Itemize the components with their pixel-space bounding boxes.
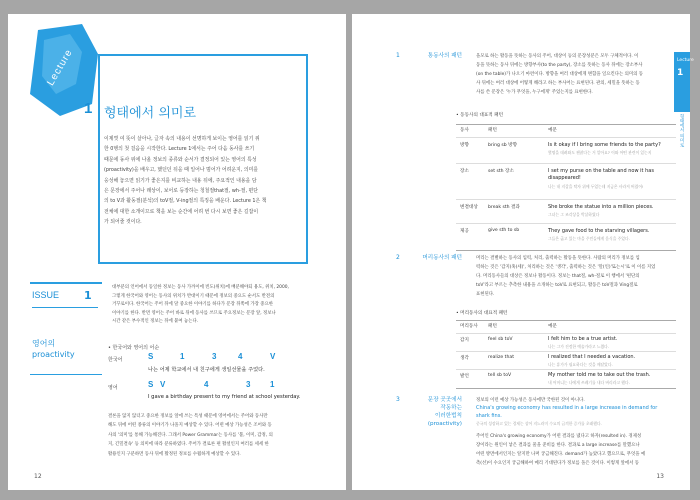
section-3-title bbox=[392, 396, 462, 428]
sv-letter: 4 bbox=[238, 352, 243, 361]
sv-letter: S bbox=[148, 352, 154, 361]
issue-title bbox=[32, 338, 75, 360]
side-running-title: 형태에서 의미로 bbox=[679, 114, 684, 147]
sec1-line: 을모로 하는 활동을 뜻하는 동사의 주어, 대상이 등의 문장성분은 모두 구체적이다. 이 bbox=[476, 54, 639, 59]
table-cell-example: I set my purse on the table and now it has disappeared! bbox=[548, 168, 654, 181]
sec2-line: toV'라고 부르는 추측한 내용을 소개하는 toV로 표현되고, 활동은 toV절과 Ving절로 bbox=[476, 283, 638, 288]
sv-letter: 3 bbox=[212, 352, 217, 361]
example-caption: • 한국어와 영어의 어순 bbox=[108, 345, 160, 351]
sv-letter: 1 bbox=[180, 352, 185, 361]
closing-line: 지, 긴밀결속' 등 의미에 따라 분류하였다. 주어가 결로론 편 활설인지 여러를 세세 한 bbox=[108, 442, 269, 448]
table-header: 패턴 bbox=[488, 324, 497, 329]
section-1-paragraph bbox=[476, 52, 676, 97]
table-cell: 제공 bbox=[460, 229, 469, 234]
intro-line: 때문에 동사 위에 나올 정보의 종류와 순서가 결정되어 있는 영어의 특성 bbox=[104, 156, 257, 163]
right-page bbox=[352, 14, 694, 490]
table-cell: 생각 bbox=[460, 356, 469, 361]
table-row bbox=[456, 369, 676, 389]
table-cell-translation: 나는 휴가가 필요하다는 것을 깨달았다. bbox=[548, 362, 613, 367]
sec2-line: 력하는 것은 '감지(혹(세)', 처리하는 것은 '생각', 출력하는 것은 '말(인)'또는시'로 이 이름 지었 bbox=[476, 265, 656, 270]
page-number: 13 bbox=[656, 473, 664, 480]
closing-line: 해도 뒤에 어떤 종류의 이야기가 나올지 예상할 수 있다. 어떤 예상 가능성은 조어와 동 bbox=[108, 423, 272, 429]
side-tab-number: 1 bbox=[677, 68, 684, 78]
table-cell-example: She broke the statue into a million pieces. bbox=[548, 204, 654, 210]
sec3-line: 어떤 방면에서인지는 알지만 나머 궁금해진다. demand가 높았다고 했으므로, 무엇을 예 bbox=[476, 452, 646, 457]
table-row bbox=[456, 163, 676, 200]
sec3-title-line: 문장 곳곳에서 bbox=[427, 397, 462, 403]
section-2-number: 2 bbox=[396, 254, 400, 261]
table-row bbox=[456, 223, 676, 251]
table-header: 예문 bbox=[548, 128, 557, 133]
section-2-title: 머리동사의 패턴 bbox=[422, 255, 462, 261]
table-cell: set sth 장소 bbox=[488, 169, 514, 174]
lecture-label: Lecture bbox=[45, 47, 76, 88]
table-cell-translation: 그들은 굶고 있는 마을 주민들에게 음식을 주었다. bbox=[548, 236, 630, 241]
issue-divider bbox=[32, 307, 98, 308]
table-cell-translation: 나는 그가 진정한 예술가라고 느꼈다. bbox=[548, 344, 610, 349]
sec3-title-line: 작동하는 bbox=[440, 405, 462, 411]
closing-line: 결론을 않지 않더고 중요한 정보를 앞에 쓰는 특성 때문에 영어에서는 주어와 동사만 bbox=[108, 414, 268, 419]
issue-box bbox=[30, 282, 102, 375]
table-row bbox=[456, 333, 676, 352]
sec1-line: 사를 쓴 문장은 '누가 무엇을, 누구에게' 주었는지를 표현한다. bbox=[476, 90, 593, 95]
table-cell-translation: 내 어머니는 나에게 쓰레기를 내다 버리라고 했다. bbox=[548, 380, 630, 385]
sec3-line: 장이라는 원인이 낳은 결과를 물을 준비를 한다. 결과로 a large increase를 말했으나 bbox=[476, 443, 640, 448]
table-cell: feel sb toV bbox=[488, 337, 513, 342]
table-row bbox=[456, 199, 676, 224]
sv-letter: V bbox=[270, 352, 276, 361]
sec1-line: 동을 뜻하는 동사 뒤에는 방향부사(to the party), 장소를 뜻하는 동사 뒤에는 장소부사 bbox=[476, 63, 643, 68]
closing-line: 사의 '의미'를 통해 가능해진다. 그래서 Power Grammar는 동사를 '불, 이미, 감정, 의 bbox=[108, 432, 273, 438]
table-cell-translation: 몇명을 데려와도 괜찮다는 거 알아요? 이와 어떤 관련이 있는지 bbox=[548, 150, 652, 155]
sec3-line: 주어인 China's growing economy가 어떤 결과를 냈다고 하자(resulted in). 경제성 bbox=[476, 434, 642, 439]
sv-letter: 1 bbox=[270, 380, 275, 389]
intro-line: 전체에 대한 소개이므로 책을 보는 순간에 어려 번 다시 보면 좋은 길잡이 bbox=[104, 208, 259, 215]
table-cell: 발언 bbox=[460, 374, 469, 379]
section-2-paragraph bbox=[476, 254, 676, 299]
issue-label: ISSUE bbox=[32, 290, 60, 300]
sec1-line: (on the table)가 나오기 마련이다. 방향을 여러 대상에게 변함을 일으킨다는 의미의 동 bbox=[476, 72, 643, 77]
sv-letter: 4 bbox=[204, 380, 209, 389]
intro-line: 가 되어줄 것이다. bbox=[104, 219, 142, 226]
closing-paragraph bbox=[108, 412, 324, 459]
table-cell-example: Is it okay if I bring some friends to the party? bbox=[548, 142, 661, 148]
sv-letter: S bbox=[148, 380, 154, 389]
table-cell: 방향 bbox=[460, 143, 469, 148]
table-cell: 감지 bbox=[460, 338, 469, 343]
sec1-line: 사 뒤에는 여러 대상에 어떻게 해라고 하는 부사어는 표현된다. 관의, 세밀을 뜻하는 동 bbox=[476, 81, 640, 86]
intro-line: 한 0행의 첫 걸음을 시작한다. Lecture 1에서는 주어 다음 동사를 쓰기 bbox=[104, 146, 255, 153]
example-ko-label: 한국어 bbox=[108, 357, 123, 363]
table-cell: 장소 bbox=[460, 169, 469, 174]
table-cell-example: I realized that I needed a vacation. bbox=[548, 354, 636, 360]
sec3-line: 정보의 이런 예상 가능성은 동사에만 국한된 것이 아니다. bbox=[476, 398, 585, 403]
table-cell: realize that bbox=[488, 355, 515, 360]
page-number: 12 bbox=[34, 473, 42, 480]
intro-line: 응성해 놓으면 읽기가 좋은지를 비교하는 내용 뒤에, 주요적인 내용을 담 bbox=[104, 177, 257, 184]
table-row bbox=[456, 351, 676, 370]
table-cell: break sth 결과 bbox=[488, 205, 520, 210]
table-cell-translation: 그녀는 그 조각상을 박살하였다 bbox=[548, 212, 600, 217]
section-1-number: 1 bbox=[396, 52, 400, 59]
table-cell: give sth to sb bbox=[488, 228, 520, 233]
intro-paragraph bbox=[104, 134, 300, 228]
table-cell: tell sb toV bbox=[488, 373, 512, 378]
table-2-caption: • 머리동사의 대표적 패턴 bbox=[456, 311, 508, 316]
issue-line: 이야기를 한다. 반면 영어는 주어 바로 뒤에 동사를 쓰므로 주요정보는 문장 앞, 정보나 bbox=[112, 310, 276, 316]
sec3-title-line: (proactivity) bbox=[427, 421, 462, 427]
chapter-title: 형태에서 의미로 bbox=[104, 106, 197, 121]
sec2-line: 머리는 결별하는 동사의 입력, 처리, 출력하는 활동을 뜻한다. 사람의 머리가 정보를 입 bbox=[476, 256, 640, 261]
intro-line: 은 문장에서 주어나 래상이, 보어로 등장하는 청철절that절, wh-절, 편단 bbox=[104, 188, 259, 195]
table-1-caption: • 동동사의 대표적 패턴 bbox=[456, 113, 504, 118]
chapter-number: 1 bbox=[84, 100, 93, 117]
issue-title-line: 영어의 bbox=[32, 339, 56, 348]
intro-line: (proactivity)을 배우고, 했던던 뒤을 때 일어나 멈어가 어려운지, 의미를 bbox=[104, 167, 259, 174]
example-en-sentence: I gave a birthday present to my friend at school yesterday. bbox=[148, 394, 301, 400]
issue-line: 대부분의 언어에서 동일한 정보는 동사 가까이에 빈도(위치)에 배분해야되 용도, 위치, 2000, bbox=[112, 285, 289, 290]
table-header: 예문 bbox=[548, 324, 557, 329]
sec3-example-en: shark fins. bbox=[476, 412, 502, 419]
section-3-content bbox=[476, 396, 682, 468]
issue-paragraph bbox=[112, 284, 322, 327]
table-1 bbox=[456, 124, 676, 249]
table-2 bbox=[456, 320, 676, 387]
section-3-number: 3 bbox=[396, 396, 400, 403]
sv-letter: V bbox=[160, 380, 166, 389]
table-cell: bring sb 방향 bbox=[488, 143, 518, 148]
table-cell-translation: 나는 내 지갑을 탁자 위에 두었는데 지금은 사라져 버렸어! bbox=[548, 184, 644, 189]
table-row bbox=[456, 137, 676, 164]
issue-line: 시간 같은 부수적인 정보는 뒤에 붙여 놓는다. bbox=[112, 319, 199, 325]
sec3-title-line: 이러한법칙 bbox=[434, 413, 462, 419]
table-header: 패턴 bbox=[488, 128, 497, 133]
sec3-example-en: China's growing economy has resulted in a large increase in demand for bbox=[476, 405, 658, 411]
issue-line: 그렇게 한국어와 영어는 동사의 위치가 반대이기 때문에 정보의 중요도 순서도 반전의 bbox=[112, 293, 275, 299]
section-1-title: 통동사의 패턴 bbox=[427, 53, 462, 59]
left-page bbox=[8, 14, 346, 490]
table-header: 동사 bbox=[460, 128, 469, 133]
table-cell: 변결대상 bbox=[460, 205, 478, 210]
issue-title-line: proactivity bbox=[32, 350, 75, 359]
table-header: 머리동사 bbox=[460, 324, 478, 329]
table-cell-example: My mother told me to take out the trash. bbox=[548, 372, 651, 378]
side-tab bbox=[674, 52, 694, 112]
sec3-line: 측(선)이 수요인지 궁금해하여 메리 기대된다가 정보를 돌은 것이다. 이렇게 앞에서 동 bbox=[476, 461, 639, 466]
issue-number: 1 bbox=[84, 289, 92, 302]
sec2-line: 다. 머리동사들의 대상은 정보나 활동이다. 정보는 that절, wh-절로 이 행에서 '편단의 bbox=[476, 274, 640, 279]
sv-letter: 3 bbox=[246, 380, 251, 389]
issue-line: 거꾸로이다. 한국어는 주어 뒤에 달 중요한 이야기를 하다가 문장 뒤쪽에 가장 중요한 bbox=[112, 302, 273, 308]
table-cell-example: They gave food to the starving villagers. bbox=[548, 228, 650, 234]
intro-line: 의 to V과 활동절(분석)의 toV절, V-ing절의 특징을 배운다. Lecture 1은 책 bbox=[104, 198, 267, 205]
closing-line: 활용인지 구분하면 동사 뒤에 활정된 정보를 수월하게 예상할 수 있다. bbox=[108, 451, 241, 457]
intro-line: 이제껏 여 뜻이 살아나, 글자 속의 내용이 선명하게 보이는 영어를 읽기 위 bbox=[104, 136, 260, 142]
side-tab-label: Lecture bbox=[677, 58, 694, 63]
example-ko-sentence: 나는 어제 학교에서 내 친구에게 생일선물을 주었다. bbox=[148, 367, 265, 373]
table-cell-example: I felt him to be a true artist. bbox=[548, 336, 618, 342]
sec2-line: 표현된다. bbox=[476, 292, 495, 297]
sec3-example-ko: 중국의 성장하고 있는 경제는 상어 지느러미 수요의 급격한 증가를 초래했다. bbox=[476, 421, 602, 426]
example-en-label: 영어 bbox=[108, 385, 118, 391]
